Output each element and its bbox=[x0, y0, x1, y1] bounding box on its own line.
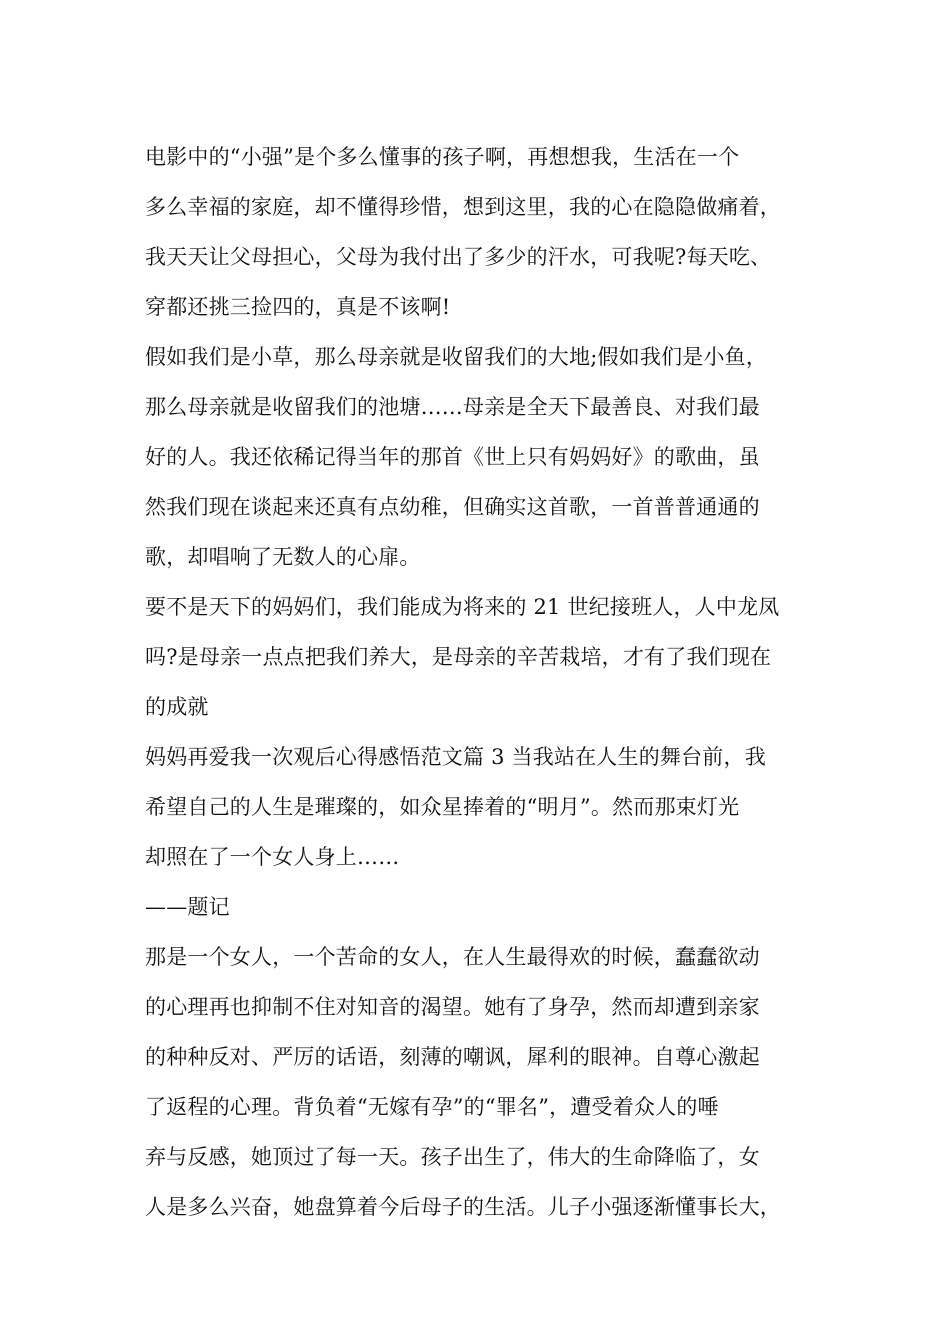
text-line: 那是一个女人，一个苦命的女人，在人生最得欢的时候，蠢蠢欲动 bbox=[145, 945, 760, 969]
text-line: 歌，却唱响了无数人的心扉。 bbox=[145, 545, 421, 569]
text-line: 电影中的“小强”是个多么懂事的孩子啊，再想想我，生活在一个 bbox=[145, 145, 740, 169]
document-body bbox=[145, 132, 825, 1232]
text-line: 那么母亲就是收留我们的池塘……母亲是全天下最善良、对我们最 bbox=[145, 395, 760, 419]
text-line: 的成就 bbox=[145, 695, 209, 719]
text-line: 吗?是母亲一点点把我们养大，是母亲的辛苦栽培，才有了我们现在 bbox=[145, 645, 772, 669]
text-line: 要不是天下的妈妈们，我们能成为将来的 21 世纪接班人，人中龙凤 bbox=[145, 595, 780, 619]
text-line: 妈妈再爱我一次观后心得感悟范文篇 3 当我站在人生的舞台前，我 bbox=[145, 745, 766, 769]
text-line: 人是多么兴奋，她盘算着今后母子的生活。儿子小强逐渐懂事长大， bbox=[145, 1195, 781, 1219]
text-line: 多么幸福的家庭，却不懂得珍惜，想到这里，我的心在隐隐做痛着， bbox=[145, 195, 781, 219]
text-line: 的心理再也抑制不住对知音的渴望。她有了身孕，然而却遭到亲家 bbox=[145, 995, 760, 1019]
text-line: 希望自己的人生是璀璨的，如众星捧着的“明月”。然而那束灯光 bbox=[145, 795, 740, 819]
text-line: 了返程的心理。背负着“无嫁有孕”的“罪名”，遭受着众人的唾 bbox=[145, 1095, 719, 1119]
text-line: 却照在了一个女人身上…… bbox=[145, 845, 400, 869]
text-line: 弃与反感，她顶过了每一天。孩子出生了，伟大的生命降临了，女 bbox=[145, 1145, 760, 1169]
text-line: 假如我们是小草，那么母亲就是收留我们的大地;假如我们是小鱼， bbox=[145, 345, 768, 369]
text-line: ——题记 bbox=[145, 895, 230, 919]
text-line: 的种种反对、严厉的话语，刻薄的嘲讽，犀利的眼神。自尊心激起 bbox=[145, 1045, 760, 1069]
text-line: 好的人。我还依稀记得当年的那首《世上只有妈妈好》的歌曲，虽 bbox=[145, 445, 760, 469]
text-line: 然我们现在谈起来还真有点幼稚，但确实这首歌，一首普普通通的 bbox=[145, 495, 760, 519]
text-line: 穿都还挑三捡四的，真是不该啊! bbox=[145, 295, 451, 319]
text-line: 我天天让父母担心，父母为我付出了多少的汗水，可我呢?每天吃、 bbox=[145, 245, 772, 269]
